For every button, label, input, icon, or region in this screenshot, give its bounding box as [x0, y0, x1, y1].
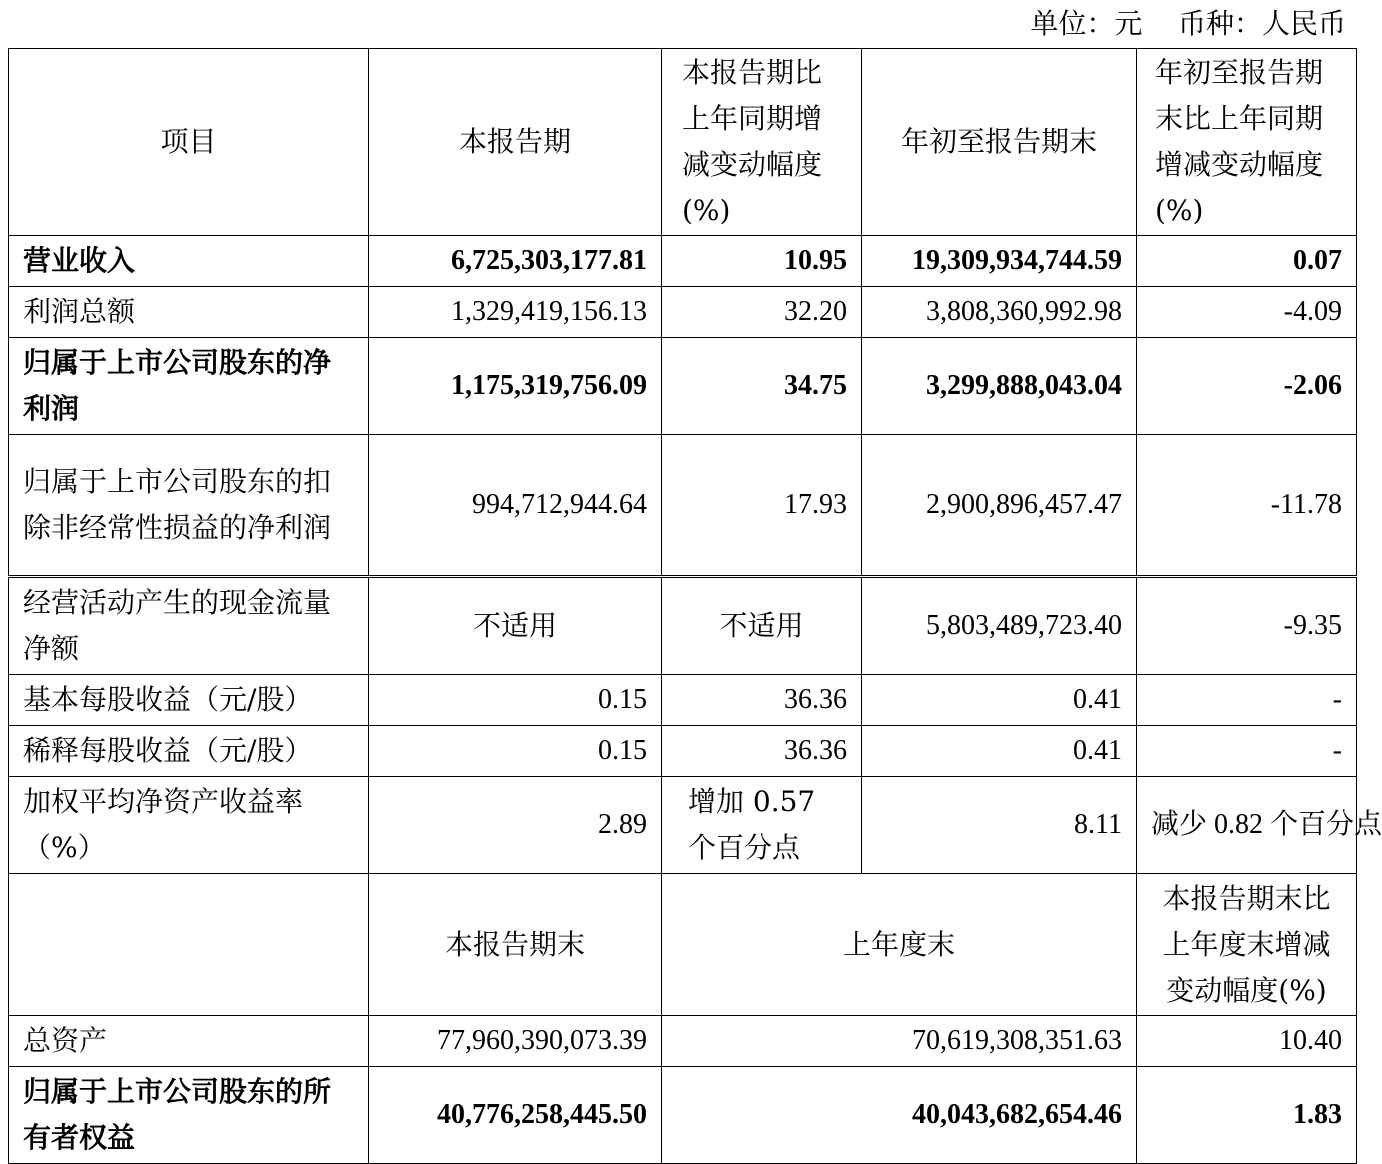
- row-current: 994,712,944.64: [369, 435, 662, 577]
- financial-data-table: [8, 48, 1382, 1164]
- row-ytd-change: -4.09: [1137, 287, 1357, 338]
- row-item: 稀释每股收益（元/股）: [9, 726, 369, 777]
- row-change: 不适用: [662, 577, 862, 675]
- row-change: 17.93: [662, 435, 862, 577]
- table-row: [9, 1016, 1357, 1067]
- header-ytd: 年初至报告期末: [862, 49, 1137, 236]
- row-change: 增加 0.57 个百分点: [662, 777, 862, 874]
- row-ytd: 3,808,360,992.98: [862, 287, 1137, 338]
- table-header-row: [9, 49, 1357, 236]
- row-ytd: 2,900,896,457.47: [862, 435, 1137, 577]
- row-period-end: 77,960,390,073.39: [369, 1016, 662, 1067]
- row-item: 加权平均净资产收益率（%）: [9, 777, 369, 874]
- row-ytd-change: -2.06: [1137, 338, 1357, 435]
- unit-currency-line: 单位：元 币种：人民币: [1030, 7, 1346, 40]
- row-prior-year-end: 70,619,308,351.63: [662, 1016, 1137, 1067]
- header2-change: 本报告期末比上年度末增减变动幅度(%): [1137, 874, 1357, 1016]
- row-change: 10.95: [662, 236, 862, 287]
- header-item: 项目: [9, 49, 369, 236]
- table-row: [9, 726, 1357, 777]
- table-row: [9, 1067, 1357, 1164]
- row-change: 36.36: [662, 675, 862, 726]
- table-row: [9, 675, 1357, 726]
- row-change: 36.36: [662, 726, 862, 777]
- table-row: [9, 287, 1357, 338]
- header2-prior-year-end: 上年度末: [662, 874, 1137, 1016]
- header-current-period: 本报告期: [369, 49, 662, 236]
- row-ytd: 0.41: [862, 726, 1137, 777]
- row-ytd: 8.11: [862, 777, 1137, 874]
- row-change: 10.40: [1137, 1016, 1357, 1067]
- row-item: 基本每股收益（元/股）: [9, 675, 369, 726]
- row-item: 总资产: [9, 1016, 369, 1067]
- header-ytd-change: 年初至报告期末比上年同期增减变动幅度(%): [1137, 49, 1357, 236]
- row-ytd: 5,803,489,723.40: [862, 577, 1137, 675]
- header-current-change: 本报告期比上年同期增减变动幅度(%): [662, 49, 862, 236]
- table-row: [9, 236, 1357, 287]
- row-item: 营业收入: [9, 236, 369, 287]
- row-current: 6,725,303,177.81: [369, 236, 662, 287]
- table-row: [9, 435, 1357, 577]
- row-current: 1,329,419,156.13: [369, 287, 662, 338]
- row-change: 32.20: [662, 287, 862, 338]
- table-header-row-2: [9, 874, 1357, 1016]
- row-change: 34.75: [662, 338, 862, 435]
- row-current: 不适用: [369, 577, 662, 675]
- row-item: 归属于上市公司股东的扣除非经常性损益的净利润: [9, 435, 369, 577]
- header2-period-end: 本报告期末: [369, 874, 662, 1016]
- table-row: [9, 777, 1357, 874]
- table-row: [9, 338, 1357, 435]
- row-ytd-change: -11.78: [1137, 435, 1357, 577]
- row-current: 0.15: [369, 726, 662, 777]
- row-change: 1.83: [1137, 1067, 1357, 1164]
- row-current: 2.89: [369, 777, 662, 874]
- row-ytd-change: -: [1137, 675, 1357, 726]
- row-ytd-change: 0.07: [1137, 236, 1357, 287]
- table-row: [9, 577, 1357, 675]
- row-prior-year-end: 40,043,682,654.46: [662, 1067, 1137, 1164]
- row-item: 归属于上市公司股东的所有者权益: [9, 1067, 369, 1164]
- row-item: 利润总额: [9, 287, 369, 338]
- row-item: 经营活动产生的现金流量净额: [9, 577, 369, 675]
- row-current: 1,175,319,756.09: [369, 338, 662, 435]
- row-ytd: 0.41: [862, 675, 1137, 726]
- row-ytd: 19,309,934,744.59: [862, 236, 1137, 287]
- row-ytd-change: -9.35: [1137, 577, 1357, 675]
- row-ytd: 3,299,888,043.04: [862, 338, 1137, 435]
- row-ytd-change: 减少 0.82 个百分点: [1137, 777, 1357, 874]
- row-item: 归属于上市公司股东的净利润: [9, 338, 369, 435]
- row-ytd-change: -: [1137, 726, 1357, 777]
- header2-item: [9, 874, 369, 1016]
- row-period-end: 40,776,258,445.50: [369, 1067, 662, 1164]
- row-current: 0.15: [369, 675, 662, 726]
